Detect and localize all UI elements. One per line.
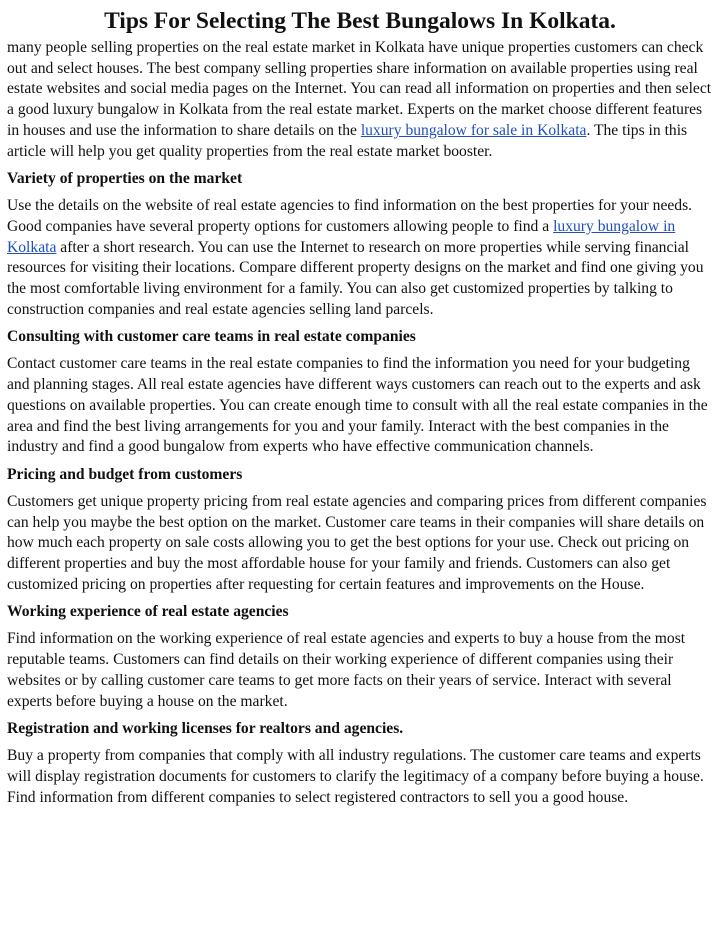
variety-text-end: after a short research. You can use the Internet to research on more properties while serving financial resources for visiting their locations. Compare different property designs on the market and find one giving you the most comfortable living environment for a family. You can also get customized properties by talking to construction companies and real estate agencies selling land parcels. (7, 238, 704, 318)
luxury-bungalow-link[interactable]: luxury bungalow in Kolkata (7, 217, 676, 256)
intro-text-start: many people selling properties on the real estate market in Kolkata have unique properties customers can check out and select houses. The best company selling properties share information on available properties using real estate websites and social media pages on the Internet. You can read all information on properties and then select a good luxury bungalow in Kolkata from the real estate market. Experts on the market choose different features in houses and use the information to share details on the (7, 39, 712, 139)
consulting-paragraph: Contact customer care teams in the real estate companies to find the information you need for your budgeting and planning stages. All real estate agencies have different ways customers can reach out to the experts and ask questions on available properties. You can create enough time to consult with all the real estate companies in the area and find the best living arrangements for you and your family. Interact with the best companies in the industry and find a good bungalow from experts who have effective communication channels. (7, 355, 708, 456)
variety-paragraph (7, 196, 713, 320)
pricing-heading: Pricing and budget from customers (7, 465, 243, 483)
variety-text-start: Use the details on the website of real estate agencies to find information on the best properties for your needs. Good companies have several property options for customers allowing people to find a (7, 197, 693, 235)
luxury-bungalow-for-sale-link[interactable]: luxury bungalow for sale in Kolkata (360, 121, 587, 139)
registration-paragraph: Buy a property from companies that comply with all industry regulations. The customer care teams and experts will display registration documents for customers to clarify the legitimacy of a company before buying a house. Find information from different companies to select registered contractors to sell you a good house. (7, 747, 704, 806)
variety-heading: Variety of properties on the market (7, 170, 243, 188)
page-title: Tips For Selecting The Best Bungalows In Kolkata. (104, 8, 616, 34)
experience-heading: Working experience of real estate agencies (7, 603, 289, 621)
intro-paragraph (7, 38, 713, 162)
experience-paragraph: Find information on the working experience of real estate agencies and experts to buy a house from the most reputable teams. Customers can find details on their working experience of different companies using their websites or by calling customer care teams to get more facts on their years of service. Interact with several experts before buying a house on the market. (7, 630, 686, 710)
pricing-paragraph: Customers get unique property pricing from real estate agencies and comparing prices from different companies can help you maybe the best option on the market. Customer care teams in their companies will share details on how much each property on sale costs allowing you to get the best options for your use. Check out pricing on different properties and buy the most affordable house for your family and friends. Customers can also get customized pricing on properties after requesting for certain features and improvements on the House. (7, 492, 707, 593)
registration-heading: Registration and working licenses for realtors and agencies. (7, 720, 404, 738)
intro-text-end: . The tips in this article will help you get quality properties from the real estate market booster. (7, 121, 688, 160)
consulting-heading: Consulting with customer care teams in real estate companies (7, 328, 416, 346)
